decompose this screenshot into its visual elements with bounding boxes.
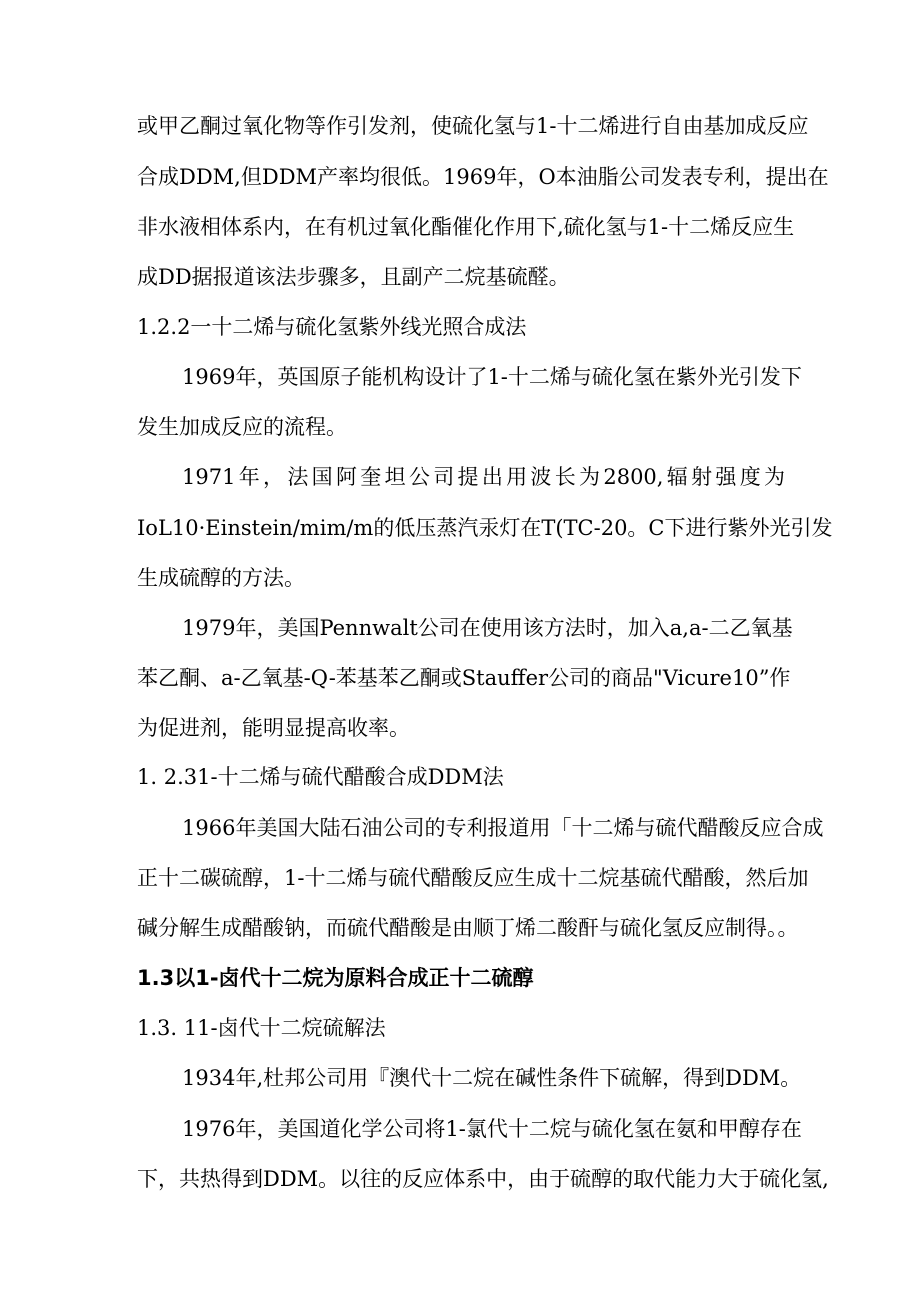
text-line: 生成硫醇的方法。 <box>137 566 305 590</box>
text-line: 苯乙酮、a-乙氧基-Q-苯基苯乙酮或Stauffer公司的商品"Vicure10”作 <box>137 666 791 690</box>
text-line: 成DD据报道该法步骤多，且副产二烷基硫醛。 <box>137 265 570 289</box>
text-line: 1979年，美国Pennwalt公司在使用该方法时，加入a,a-二乙氧基 <box>182 616 793 640</box>
section-heading: 1.3. 11-卤代十二烷硫解法 <box>137 1016 386 1040</box>
text-line: 合成DDM,但DDM产率均很低。1969年，O本油脂公司发表专利，提出在 <box>137 165 829 189</box>
text-line: 下，共热得到DDM。以往的反应体系中，由于硫醇的取代能力大于硫化氢, <box>137 1167 829 1191</box>
text-line: IoL10·Einstein/mim/m的低压蒸汽汞灯在T(TC-20。C下进行紫外光引发 <box>137 516 833 540</box>
text-line: 1966年美国大陆石油公司的专利报道用「十二烯与硫代醋酸反应合成 <box>182 816 824 840</box>
section-heading: 1.2.2一十二烯与硫化氢紫外线光照合成法 <box>137 315 527 339</box>
text-line: 发生加成反应的流程。 <box>137 415 347 439</box>
text-line: 碱分解生成醋酸钠，而硫代醋酸是由顺丁烯二酸酐与硫化氢反应制得。。 <box>137 916 799 940</box>
section-heading: 1.3以1-卤代十二烷为原料合成正十二硫醇 <box>137 966 534 990</box>
text-line: 或甲乙酮过氧化物等作引发剂，使硫化氢与1-十二烯进行自由基加成反应 <box>137 114 809 138</box>
text-line: 为促进剂，能明显提高收率。 <box>137 716 410 740</box>
text-line: 正十二碳硫醇，1-十二烯与硫代醋酸反应生成十二烷基硫代醋酸，然后加 <box>137 866 809 890</box>
text-line: 非水液相体系内，在有机过氧化酯催化作用下,硫化氢与1-十二烯反应生 <box>137 215 795 239</box>
text-line: 1976年，美国道化学公司将1-氯代十二烷与硫化氢在氨和甲醇存在 <box>182 1117 802 1141</box>
text-line: 1969年，英国原子能机构设计了1-十二烯与硫化氢在紫外光引发下 <box>182 365 802 389</box>
text-line: 1971年，法国阿奎坦公司提出用波长为2800,辐射强度为 <box>182 465 785 489</box>
text-line: 1934年,杜邦公司用『澳代十二烷在碱性条件下硫解，得到DDM。 <box>182 1066 802 1090</box>
section-heading: 1. 2.31-十二烯与硫代醋酸合成DDM法 <box>137 765 504 789</box>
